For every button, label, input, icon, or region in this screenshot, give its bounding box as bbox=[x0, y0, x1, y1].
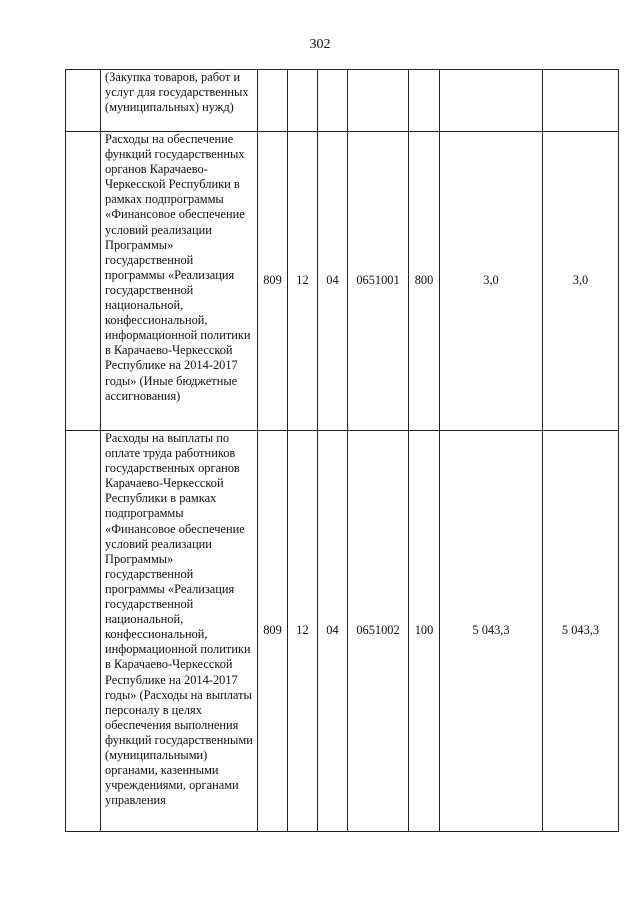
section-cell bbox=[288, 70, 318, 132]
amount-cell: 3,0 bbox=[440, 132, 543, 431]
amount-cell: 5 043,3 bbox=[440, 431, 543, 832]
expense-type-cell bbox=[409, 70, 440, 132]
ministry-cell: 809 bbox=[258, 431, 288, 832]
subsection-cell bbox=[318, 70, 348, 132]
amount-cell bbox=[440, 70, 543, 132]
target-cell bbox=[348, 70, 409, 132]
amount-cell: 5 043,3 bbox=[543, 431, 619, 832]
target-cell: 0651001 bbox=[348, 132, 409, 431]
table-row bbox=[66, 132, 619, 431]
subsection-cell: 04 bbox=[318, 132, 348, 431]
page-number: 302 bbox=[309, 37, 331, 52]
amount-cell: 3,0 bbox=[543, 132, 619, 431]
amount-cell bbox=[543, 70, 619, 132]
subsection-cell: 04 bbox=[318, 431, 348, 832]
table-row bbox=[66, 431, 619, 832]
description-cell: Расходы на обеспечение функций государственных органов Карачаево-Черкесской Республики в рамках подпрограммы «Финансовое обеспечение условий реализации Программы» государственной программы «Реализация государственной национальной, конфессиональной, информационной политики в Карачаево-Черкесской Республике на 2014-2017 годы» (Иные бюджетные ассигнования) bbox=[101, 132, 258, 431]
row-number-cell bbox=[66, 431, 101, 832]
budget-table bbox=[65, 69, 619, 832]
description-cell: (Закупка товаров, работ и услуг для государственных (муниципальных) нужд) bbox=[101, 70, 258, 132]
expense-type-cell: 800 bbox=[409, 132, 440, 431]
section-cell: 12 bbox=[288, 132, 318, 431]
ministry-cell bbox=[258, 70, 288, 132]
expense-type-cell: 100 bbox=[409, 431, 440, 832]
table-row bbox=[66, 70, 619, 132]
description-cell: Расходы на выплаты по оплате труда работников государственных органов Карачаево-Черкесской Республики в рамках подпрограммы «Финансовое обеспечение условий реализации Программы» государственной программы «Реализация государственной национальной, конфессиональной, информационной политики в Карачаево-Черкесской Республике на 2014-2017 годы» (Расходы на выплаты персоналу в целях обеспечения выполнения функций государственными (муниципальными) органами, казенными учреждениями, органами управления bbox=[101, 431, 258, 832]
row-number-cell bbox=[66, 132, 101, 431]
row-number-cell bbox=[66, 70, 101, 132]
ministry-cell: 809 bbox=[258, 132, 288, 431]
target-cell: 0651002 bbox=[348, 431, 409, 832]
section-cell: 12 bbox=[288, 431, 318, 832]
